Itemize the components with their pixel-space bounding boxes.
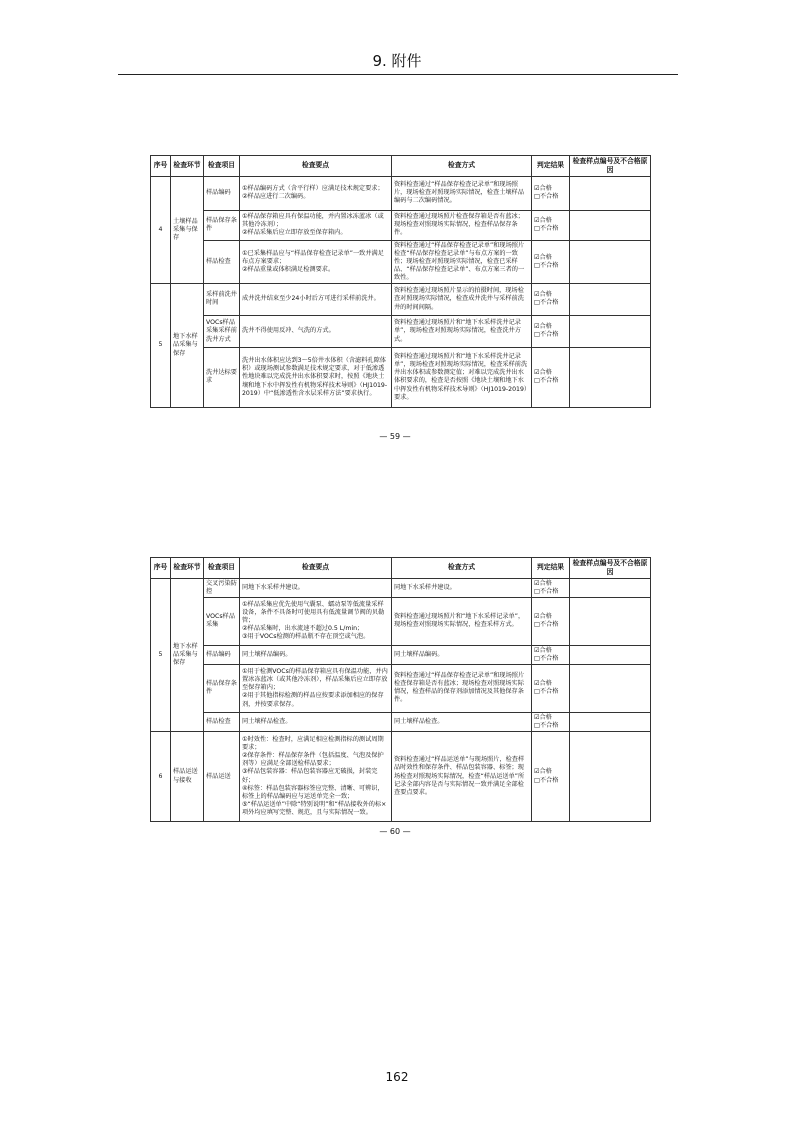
point-cell: 成井洗井结束至少24小时后方可进行采样前洗井。 [240, 283, 392, 315]
remark-cell [570, 176, 651, 210]
page-header: 9. 附件 [372, 52, 422, 70]
point-cell: ①样品保存箱应具有保温功能，并内置冰冻蓝冰（或其他冷冻剂）； ②样品采集后应立即存放至保存箱内。 [240, 210, 392, 240]
point-cell: ①用于检测VOCs的样品保存箱应具有保温功能，并内置冰冻蓝冰（或其他冷冻剂），样品采集后应立即存放至保存箱内； ②用于其他指标检测的样品应按要求添加相应的保存剂，并按要求保存。 [240, 664, 392, 712]
result-cell [532, 578, 570, 597]
row-number: 5 [151, 578, 171, 731]
fail-checkbox[interactable]: □不合格 [534, 261, 559, 269]
row-number: 4 [151, 176, 171, 283]
remark-cell [570, 664, 651, 712]
col-header: 检查环节 [171, 558, 204, 579]
method-cell: 资料检查通过现场照片和“地下水采样洗井记录单”，现场检查对照现场实际情况，检查采样前洗井出水体积或参数测定值；对难以完成洗井出水体积要求的，检查是否按照《地块土壤和地下水中挥发性有机物采样技术导则》（HJ1019-2019）要求。 [392, 347, 532, 407]
col-header: 检查方式 [392, 558, 532, 579]
col-header: 检查项目 [204, 558, 240, 579]
remark-cell [570, 712, 651, 731]
remark-cell [570, 597, 651, 645]
method-cell: 资料检查通过现场照片检查保存箱是否有蓝冰；现场检查对照现场实际情况，检查样品保存条件。 [392, 210, 532, 240]
fail-checkbox[interactable]: □不合格 [534, 299, 559, 307]
table-header-row [151, 558, 651, 579]
col-header: 检查环节 [171, 156, 204, 177]
item-cell: 样品编码 [204, 176, 240, 210]
fail-checkbox[interactable]: □不合格 [534, 688, 559, 696]
pass-checkbox[interactable]: ☑合格 [534, 680, 552, 688]
method-cell: 资料检查通过现场照片和“地下水采样洗井记录单”，现场检查对照现场实际情况，检查洗井方式。 [392, 315, 532, 347]
remark-cell [570, 645, 651, 664]
remark-cell [570, 240, 651, 283]
remark-cell [570, 732, 651, 822]
item-cell: 样品保存条件 [204, 210, 240, 240]
result-cell [532, 732, 570, 822]
col-header: 判定结果 [532, 558, 570, 579]
col-header: 检查项目 [204, 156, 240, 177]
pass-checkbox[interactable]: ☑合格 [534, 768, 552, 776]
fail-checkbox[interactable]: □不合格 [534, 654, 559, 662]
item-cell: 样品检查 [204, 712, 240, 731]
point-cell: ①样品编码方式（含平行样）应满足技术规定要求； ②样品应进行二次编码。 [240, 176, 392, 210]
table-row [151, 347, 651, 407]
pass-checkbox[interactable]: ☑合格 [534, 185, 552, 193]
fail-checkbox[interactable]: □不合格 [534, 331, 559, 339]
table-row [151, 645, 651, 664]
result-cell [532, 664, 570, 712]
fail-checkbox[interactable]: □不合格 [534, 587, 559, 595]
col-header: 序号 [151, 156, 171, 177]
item-cell: VOCs样品采集采样前洗井方式 [204, 315, 240, 347]
pass-checkbox[interactable]: ☑合格 [534, 291, 552, 299]
pass-checkbox[interactable]: ☑合格 [534, 253, 552, 261]
table-row [151, 597, 651, 645]
result-cell [532, 210, 570, 240]
stage-cell: 地下水样品采集与保存 [171, 283, 204, 407]
result-cell [532, 315, 570, 347]
method-cell: 同土壤样品编码。 [392, 645, 532, 664]
fail-checkbox[interactable]: □不合格 [534, 377, 559, 385]
page-number: 162 [385, 1070, 409, 1084]
col-header: 检查要点 [240, 156, 392, 177]
pass-checkbox[interactable]: ☑合格 [534, 323, 552, 331]
row-number: 5 [151, 283, 171, 407]
remark-cell [570, 347, 651, 407]
table-row [151, 578, 651, 597]
table-row [151, 664, 651, 712]
col-header: 序号 [151, 558, 171, 579]
table-row [151, 240, 651, 283]
inspection-table-1 [150, 155, 651, 408]
pass-checkbox[interactable]: ☑合格 [534, 646, 552, 654]
col-header: 检查样点编号及不合格原因 [570, 156, 651, 177]
fail-checkbox[interactable]: □不合格 [534, 776, 559, 784]
pass-checkbox[interactable]: ☑合格 [534, 217, 552, 225]
stage-cell: 样品运送与接收 [171, 732, 204, 822]
method-cell: 同土壤样品检查。 [392, 712, 532, 731]
col-header: 检查方式 [392, 156, 532, 177]
point-cell: 同土壤样品编码。 [240, 645, 392, 664]
fail-checkbox[interactable]: □不合格 [534, 225, 559, 233]
remark-cell [570, 210, 651, 240]
method-cell: 资料检查通过“样品保存检查记录单”和现场照片，现场检查对照现场实际情况，检查土壤样品编码与二次编码情况。 [392, 176, 532, 210]
item-cell: 样品保存条件 [204, 664, 240, 712]
method-cell: 资料检查通过“样品运送单”与现场照片，检查样品时效性和保存条件、样品包装容器、标签；现场检查对照现场实际情况，检查“样品运送单”所记录全部内容是否与实际情况一致并满足全部检查要点要求。 [392, 732, 532, 822]
item-cell: 交叉污染防控 [204, 578, 240, 597]
method-cell: 同地下水采样井建设。 [392, 578, 532, 597]
result-cell [532, 712, 570, 731]
table-row [151, 176, 651, 210]
pass-checkbox[interactable]: ☑合格 [534, 369, 552, 377]
point-cell: ①样品采集应优先使用气囊泵、蠕动泵等低流量采样设备，条件不具备时可使用具有低流量调节阀的贝勒管； ②样品采集时，出水流速不超过0.5 L/min； ③用于VOCs检测的样品瓶不存在顶空或气泡。 [240, 597, 392, 645]
item-cell: 样品编码 [204, 645, 240, 664]
item-cell: 洗井达标要求 [204, 347, 240, 407]
table-row [151, 315, 651, 347]
method-cell: 资料检查通过现场照片和“地下水采样记录单”，现场检查对照现场实际情况，检查采样方式。 [392, 597, 532, 645]
row-number: 6 [151, 732, 171, 822]
stage-cell: 地下水样品采集与保存 [171, 578, 204, 731]
result-cell [532, 645, 570, 664]
table-row [151, 283, 651, 315]
point-cell: ①已采集样品应与“样品保存检查记录单”一致并满足布点方案要求； ②样品重量或体积满足检测要求。 [240, 240, 392, 283]
item-cell: 样品运送 [204, 732, 240, 822]
pass-checkbox[interactable]: ☑合格 [534, 613, 552, 621]
result-cell [532, 347, 570, 407]
point-cell: 洗井出水体积应达到3～5倍井水体积（含滤料孔隙体积）或现场测试参数满足技术规定要求，对于低渗透性地块难以完成洗井出水体积要求时，按照《地块土壤和地下水中挥发性有机物采样技术导则》（HJ1019-2019）中“低渗透性含水层采样方法”要求执行。 [240, 347, 392, 407]
stage-cell: 土壤样品采集与保存 [171, 176, 204, 283]
remark-cell [570, 283, 651, 315]
method-cell: 资料检查通过“样品保存检查记录单”和现场照片检查“样品保存检查记录单”与布点方案的一致性；现场检查对照现场实际情况，检查已采样品、“样品保存检查记录单”、布点方案三者的一致性。 [392, 240, 532, 283]
result-cell [532, 597, 570, 645]
fail-checkbox[interactable]: □不合格 [534, 193, 559, 201]
pass-checkbox[interactable]: ☑合格 [534, 713, 552, 721]
col-header: 判定结果 [532, 156, 570, 177]
col-header: 检查样点编号及不合格原因 [570, 558, 651, 579]
method-cell: 资料检查通过“样品保存检查记录单”和现场照片检查保存箱是否有蓝冰；现场检查对照现场实际情况，检查样品的保存剂添加情况及其他保存条件。 [392, 664, 532, 712]
point-cell: 洗井不得使用反冲、气洗的方式。 [240, 315, 392, 347]
remark-cell [570, 578, 651, 597]
inner-page-number: — 60 — [379, 827, 411, 836]
table-row [151, 210, 651, 240]
table-row [151, 732, 651, 822]
inspection-table-2 [150, 557, 651, 822]
fail-checkbox[interactable]: □不合格 [534, 621, 559, 629]
item-cell: 样品检查 [204, 240, 240, 283]
pass-checkbox[interactable]: ☑合格 [534, 579, 552, 587]
result-cell [532, 176, 570, 210]
result-cell [532, 283, 570, 315]
remark-cell [570, 315, 651, 347]
point-cell: 同土壤样品检查。 [240, 712, 392, 731]
item-cell: VOCs样品采集 [204, 597, 240, 645]
point-cell: ①时效性：检查时，应满足相应检测指标的测试周期要求； ②保存条件：样品保存条件（包括温度、气泡及保护剂等）应满足全部送检样品要求； ③样品包装容器：样品包装容器应无破损，封装完好； ④标签：样品包装容器标签应完整、清晰、可辨识，标签上的样品编码应与运送单完全一致； ⑤“样品运送单”中除“特别说明”和“样品接收外的标×项外均应填写完整、规范，且与实际情况一致。 [240, 732, 392, 822]
method-cell: 资料检查通过现场照片显示的拍摄时间，现场检查对照现场实际情况，检查成井洗井与采样前洗井的时间间隔。 [392, 283, 532, 315]
point-cell: 同地下水采样井建设。 [240, 578, 392, 597]
table-row [151, 712, 651, 731]
item-cell: 采样前洗井时间 [204, 283, 240, 315]
table-header-row [151, 156, 651, 177]
header-rule [118, 74, 678, 75]
col-header: 检查要点 [240, 558, 392, 579]
result-cell [532, 240, 570, 283]
inner-page-number: — 59 — [379, 432, 411, 441]
fail-checkbox[interactable]: □不合格 [534, 721, 559, 729]
